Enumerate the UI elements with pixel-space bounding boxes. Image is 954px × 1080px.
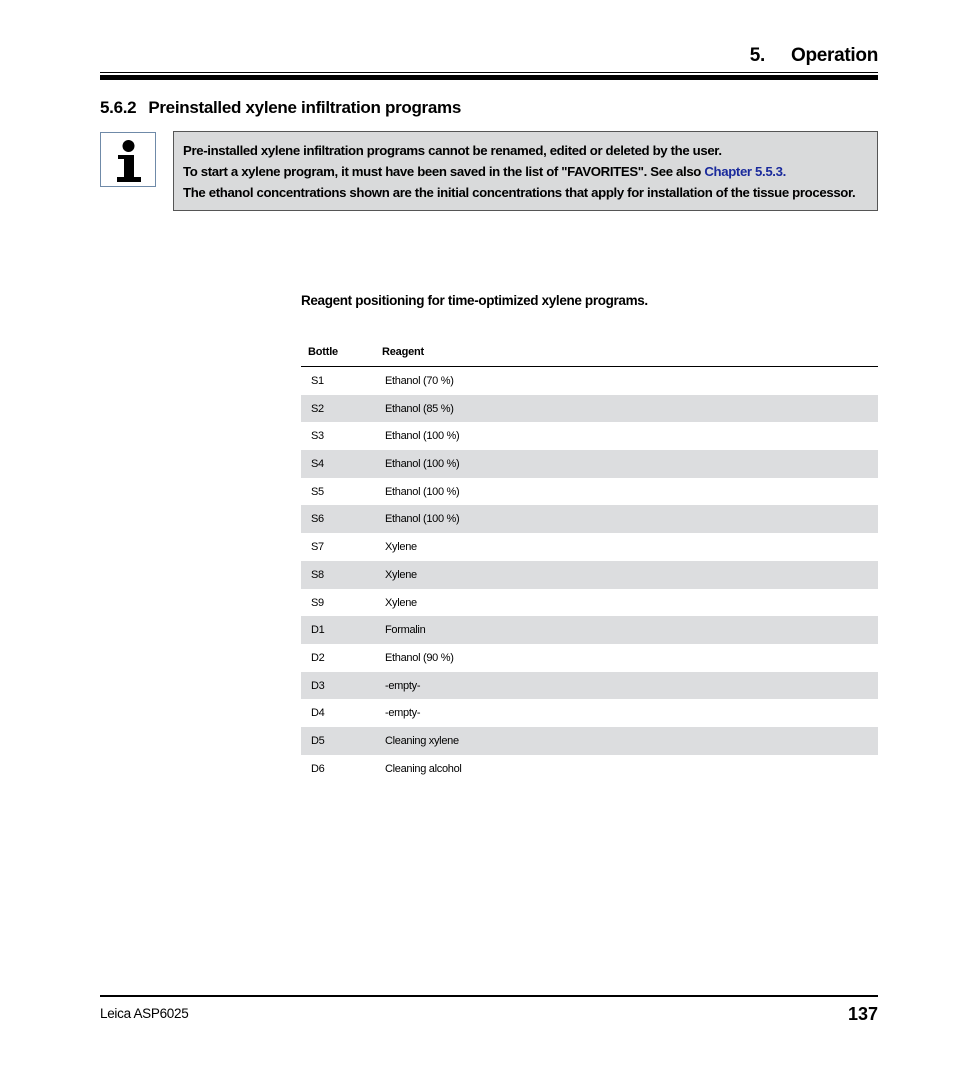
table-row xyxy=(301,422,878,450)
bottle-cell: D4 xyxy=(311,707,325,720)
bottle-cell: D1 xyxy=(311,624,325,637)
reagent-cell: -empty- xyxy=(385,707,421,720)
column-header-bottle: Bottle xyxy=(308,346,338,358)
note-line-1: Pre-installed xylene infiltration programs cannot be renamed, edited or deleted by the user. xyxy=(183,143,722,158)
reagent-cell: Xylene xyxy=(385,541,417,554)
reagent-cell: Cleaning xylene xyxy=(385,734,459,747)
footer-product-name: Leica ASP6025 xyxy=(100,1006,189,1021)
reagent-cell: Xylene xyxy=(385,596,417,609)
chapter-link[interactable]: Chapter 5.5.3. xyxy=(704,164,786,179)
header-rule-thin xyxy=(100,72,878,73)
table-row xyxy=(301,589,878,617)
reagent-cell: Ethanol (100 %) xyxy=(385,485,460,498)
page-number: 137 xyxy=(847,1004,878,1024)
bottle-cell: S7 xyxy=(311,541,324,554)
table-row xyxy=(301,755,878,783)
bottle-cell: D3 xyxy=(311,679,325,692)
bottle-cell: D5 xyxy=(311,734,325,747)
section-title xyxy=(100,98,461,118)
chapter-number: 5. xyxy=(749,45,765,66)
bottle-cell: S4 xyxy=(311,458,324,471)
note-line-2 xyxy=(183,161,867,182)
table-row xyxy=(301,367,878,395)
bottle-cell: S8 xyxy=(311,568,324,581)
reagent-cell: Ethanol (100 %) xyxy=(385,458,460,471)
bottle-cell: S2 xyxy=(311,402,324,415)
chapter-title: Operation xyxy=(790,45,878,66)
bottle-cell: S6 xyxy=(311,513,324,526)
table-row xyxy=(301,616,878,644)
reagent-cell: Ethanol (70 %) xyxy=(385,375,454,387)
table-caption: Reagent positioning for time-optimized xylene programs. xyxy=(301,293,648,308)
note-box xyxy=(173,131,878,211)
reagent-cell: Ethanol (85 %) xyxy=(385,402,454,415)
table-row xyxy=(301,478,878,506)
table-row xyxy=(301,505,878,533)
reagent-cell: Formalin xyxy=(385,624,426,637)
note-line-3: The ethanol concentrations shown are the initial concentrations that apply for installation of the tissue processor. xyxy=(183,185,856,200)
table-row xyxy=(301,395,878,423)
reagent-cell: -empty- xyxy=(385,679,421,692)
table-row xyxy=(301,533,878,561)
reagent-cell: Ethanol (100 %) xyxy=(385,430,460,443)
table-row xyxy=(301,727,878,755)
reagent-cell: Cleaning alcohol xyxy=(385,762,462,775)
note-line-2-text: To start a xylene program, it must have been saved in the list of "FAVORITES". See also xyxy=(183,164,705,179)
reagent-cell: Xylene xyxy=(385,568,417,581)
table-row xyxy=(301,450,878,478)
bottle-cell: S9 xyxy=(311,596,324,609)
reagent-cell: Ethanol (100 %) xyxy=(385,513,460,526)
info-icon xyxy=(100,132,156,187)
table-row xyxy=(301,561,878,589)
chapter-header xyxy=(750,45,878,67)
header-rule-thick xyxy=(100,75,878,80)
table-row xyxy=(301,644,878,672)
table-header-row xyxy=(301,344,878,367)
section-number: 5.6.2 xyxy=(100,98,137,117)
bottle-cell: S3 xyxy=(311,430,324,443)
reagent-cell: Ethanol (90 %) xyxy=(385,651,454,664)
reagent-table xyxy=(301,344,878,782)
column-header-reagent: Reagent xyxy=(382,346,424,358)
section-title-text: Preinstalled xylene infiltration programs xyxy=(148,98,461,117)
footer-rule xyxy=(100,995,878,997)
bottle-cell: S5 xyxy=(311,485,324,498)
table-row xyxy=(301,672,878,700)
table-row xyxy=(301,699,878,727)
bottle-cell: D2 xyxy=(311,651,325,664)
bottle-cell: D6 xyxy=(311,762,325,775)
bottle-cell: S1 xyxy=(311,375,324,387)
